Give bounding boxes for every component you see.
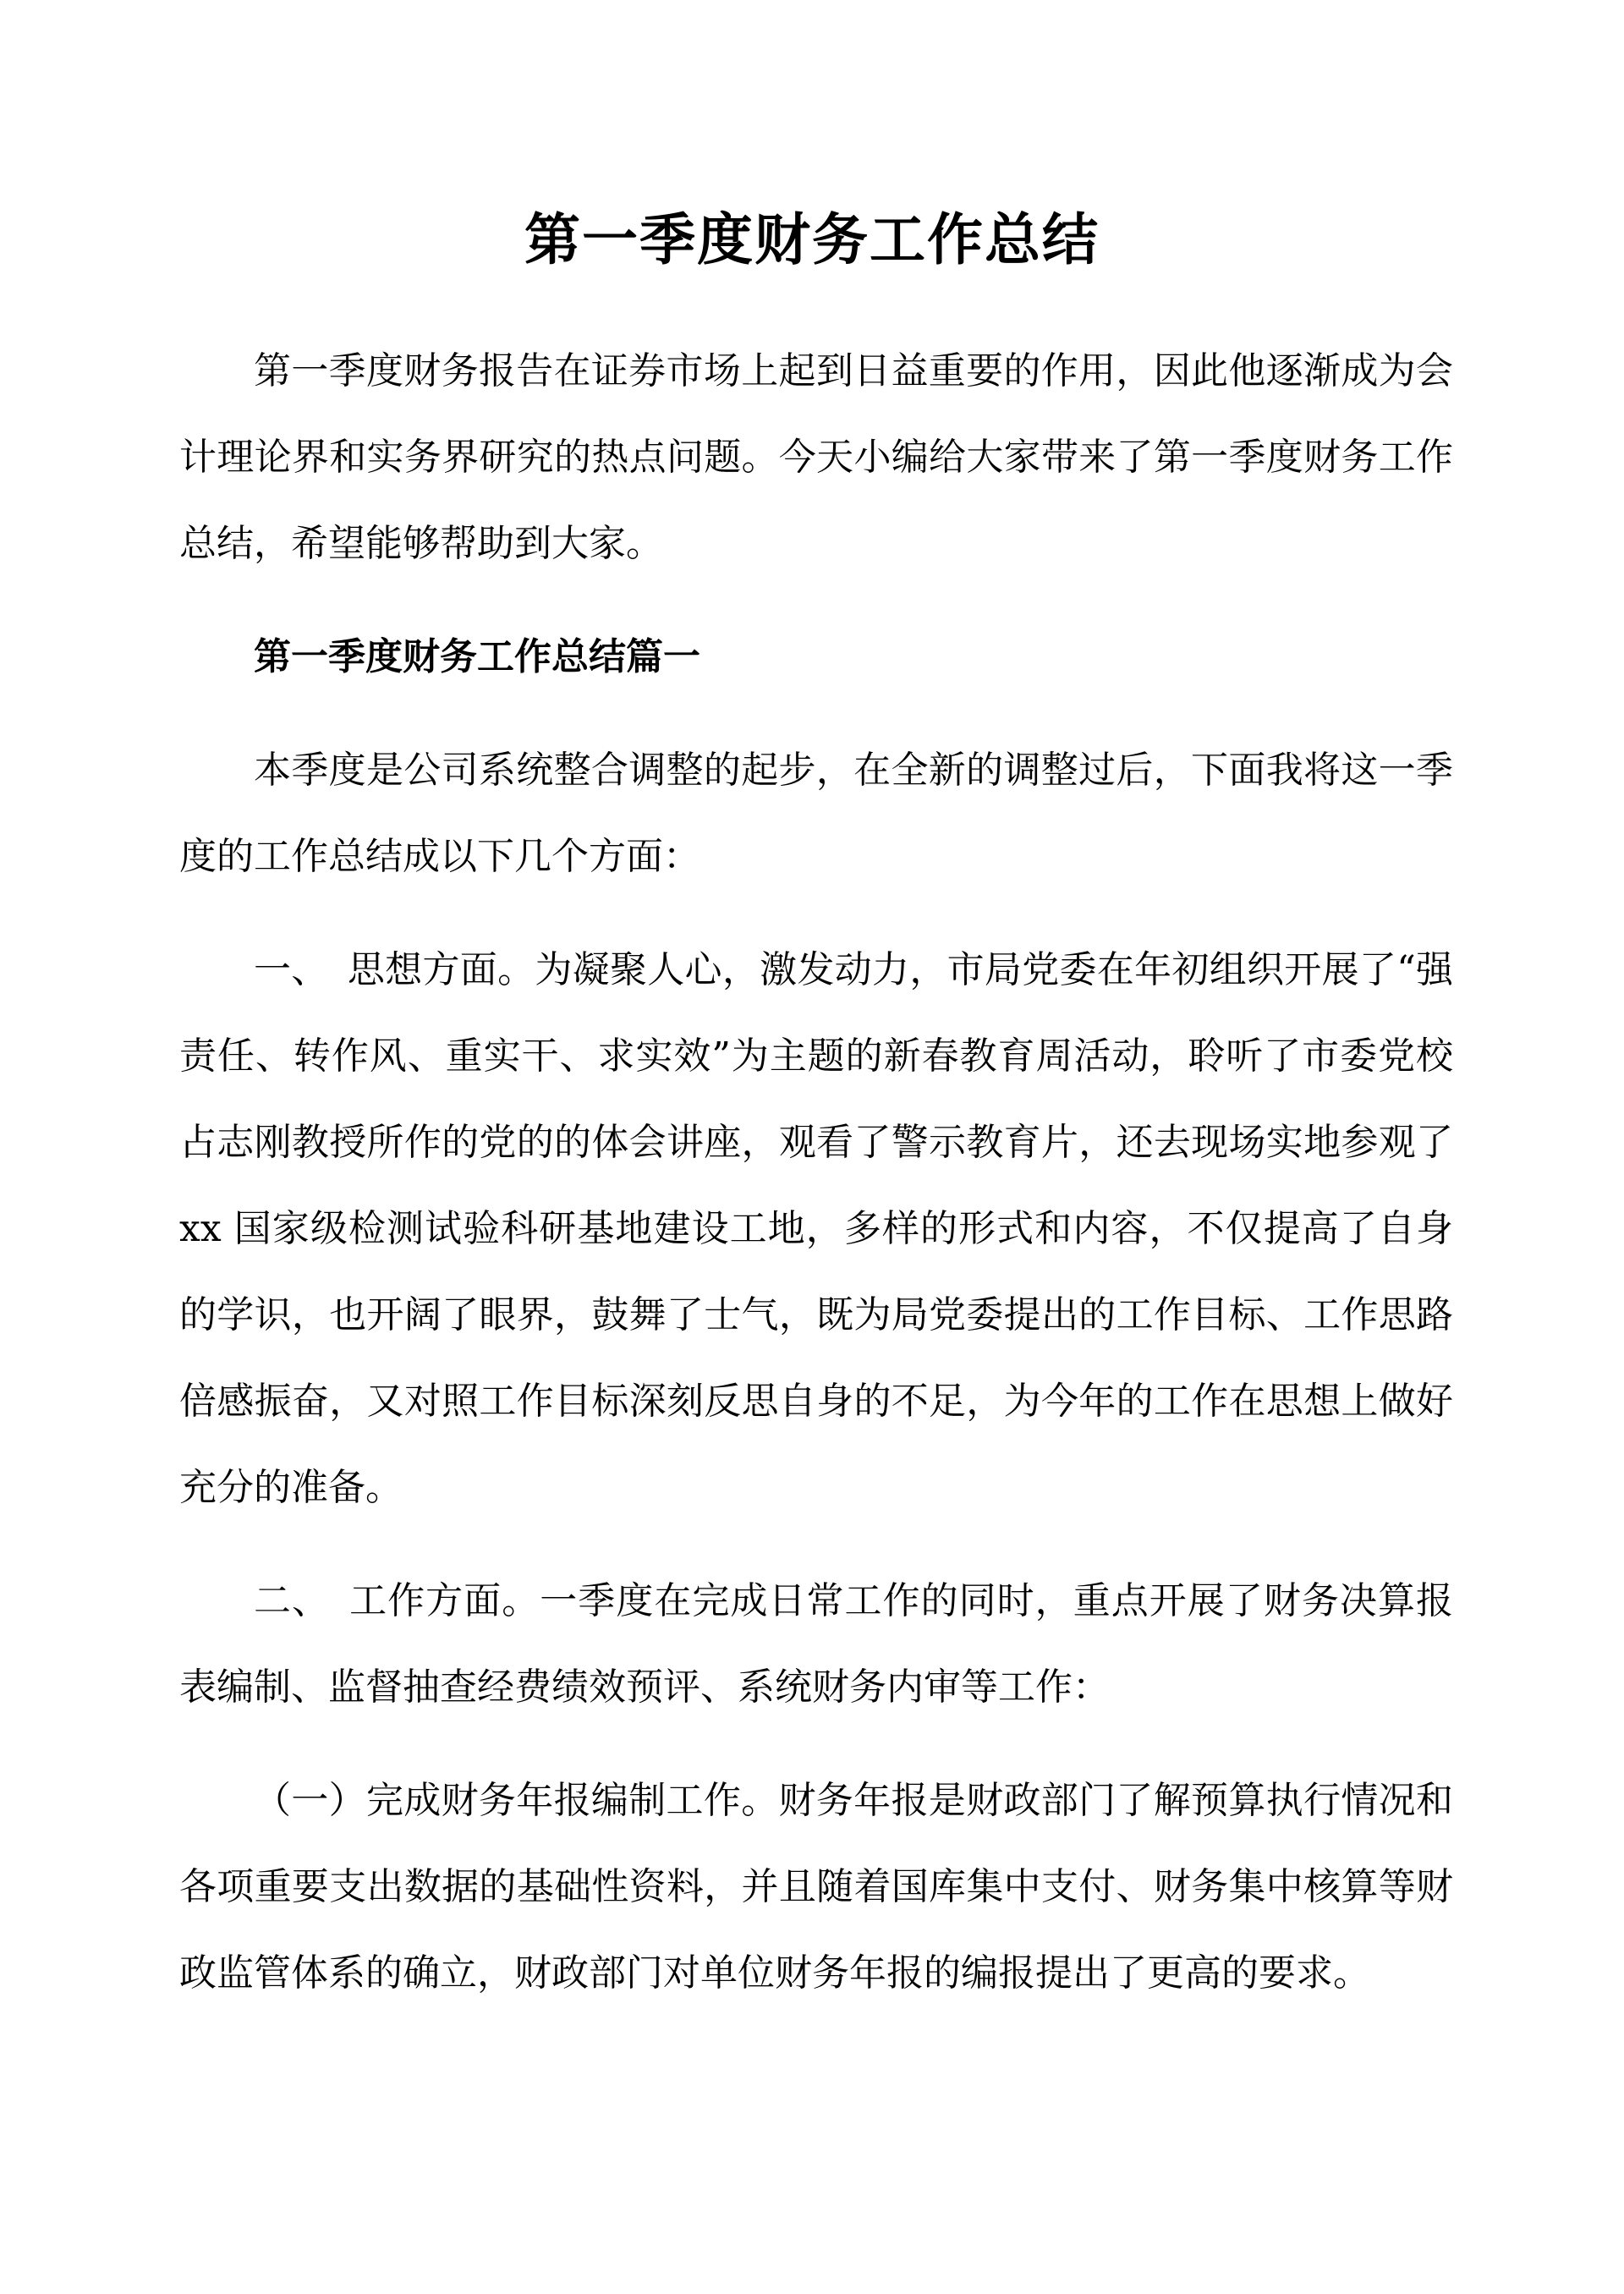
spacer [179, 1531, 1453, 1558]
paragraph-2: 一、 思想方面。为凝聚人心，激发动力，市局党委在年初组织开展了“强责任、转作风、重实干、求实效”为主题的新春教育周活动，聆听了市委党校占志刚教授所作的党的的体会讲座，观看了警示教育片，还去现场实地参观了 xx 国家级检测试验科研基地建设工地，多样的形式和内容，不仅提高了自身的学识，也开阔了眼界，鼓舞了士气，既为局党委提出的工作目标、工作思路倍感振奋，又对照工作目标深刻反思自身的不足，为今年的工作在思想上做好充分的准备。 [179, 948, 1453, 1509]
paragraph-4: （一）完成财务年报编制工作。财务年报是财政部门了解预算执行情况和各项重要支出数据的基础性资料，并且随着国库集中支付、财务集中核算等财政监管体系的确立，财政部门对单位财务年报的编报提出了更高的要求。 [179, 1779, 1453, 1995]
spacer [179, 587, 1453, 614]
spacer [179, 900, 1453, 927]
document-body [179, 328, 1453, 2017]
section-heading: 第一季度财务工作总结篇一 [254, 635, 700, 678]
paragraph-1: 本季度是公司系统整合调整的起步，在全新的调整过后，下面我将这一季度的工作总结成以下几个方面： [179, 749, 1453, 878]
intro-paragraph: 第一季度财务报告在证券市场上起到日益重要的作用，因此他逐渐成为会计理论界和实务界研究的热点问题。今天小编给大家带来了第一季度财务工作总结，希望能够帮助到大家。 [179, 349, 1453, 565]
paragraph-3: 二、 工作方面。一季度在完成日常工作的同时，重点开展了财务决算报表编制、监督抽查经费绩效预评、系统财务内审等工作： [179, 1579, 1453, 1709]
spacer [179, 1731, 1453, 1758]
document-title: 第一季度财务工作总结 [524, 206, 1100, 272]
spacer [179, 700, 1453, 727]
